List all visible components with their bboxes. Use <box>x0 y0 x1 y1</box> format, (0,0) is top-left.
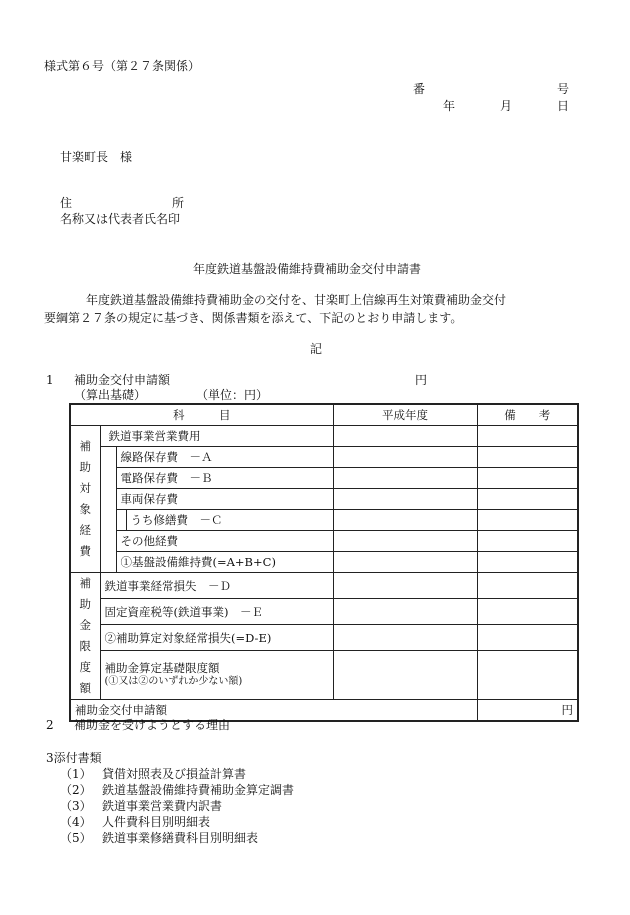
row-base-maintenance: ①基盤設備維持費(=A+B+C) <box>116 552 333 573</box>
section1-label: 補助金交付申請額 <box>74 373 171 387</box>
value-cell <box>333 447 477 468</box>
addressee: 甘楽町長 様 <box>60 150 133 164</box>
attachment-item: 人件費科目別明細表 <box>102 815 211 829</box>
row-limit-base: 補助金算定基礎限度額 (①又は②のいずれか少ない額) <box>100 651 333 700</box>
remarks-cell <box>477 510 578 531</box>
table-row <box>70 447 578 468</box>
attachment-num: （5） <box>60 831 92 845</box>
calculation-table <box>69 403 579 722</box>
value-cell <box>333 489 477 510</box>
row-repair-cost: うち修繕費 －Ｃ <box>126 510 333 531</box>
row-other-cost: その他経費 <box>116 531 333 552</box>
value-cell <box>333 599 477 625</box>
ki-mark: 記 <box>310 342 323 356</box>
row-eligible-loss: ②補助算定対象経常損失(=D-E) <box>100 625 333 651</box>
table-header-row <box>70 404 578 426</box>
remarks-cell <box>477 552 578 573</box>
section1-number: 1 <box>46 373 54 387</box>
attachment-num: （1） <box>60 767 92 781</box>
remarks-cell <box>477 426 578 447</box>
address-label: 住 <box>60 196 73 210</box>
remarks-cell <box>477 468 578 489</box>
remarks-cell <box>477 447 578 468</box>
total-unit: 円 <box>477 700 578 722</box>
body-line-1: 年度鉄道基盤設備維持費補助金の交付を、甘楽町上信線再生対策費補助金交付 <box>86 293 507 307</box>
attachment-num: （4） <box>60 815 92 829</box>
row-electric-cost: 電路保存費 －Ｂ <box>116 468 333 489</box>
section1-unit: 円 <box>415 373 428 387</box>
section2-number: 2 <box>46 718 54 732</box>
value-cell <box>333 573 477 599</box>
total-label: 補助金交付申請額 <box>70 700 477 722</box>
remarks-cell <box>477 599 578 625</box>
table-row <box>70 573 578 599</box>
group2-label: 補 助 金 限 度 額 <box>70 573 100 700</box>
row-ordinary-loss: 鉄道事業経常損失 －Ｄ <box>100 573 333 599</box>
header-subject: 科 目 <box>70 404 333 426</box>
attachment-item: 鉄道基盤設備維持費補助金算定調書 <box>102 783 295 797</box>
remarks-cell <box>477 651 578 700</box>
value-cell <box>333 468 477 489</box>
value-cell <box>333 510 477 531</box>
ref-year: 年 <box>443 99 456 113</box>
table-row <box>70 625 578 651</box>
attachment-item: 鉄道事業営業費内訳書 <box>102 799 223 813</box>
table-row <box>70 426 578 447</box>
body-line-2: 要綱第２７条の規定に基づき、関係書類を添えて、下記のとおり申請します。 <box>44 311 463 325</box>
row-track-cost: 線路保存費 －Ａ <box>116 447 333 468</box>
value-cell <box>333 531 477 552</box>
ref-month: 月 <box>500 99 513 113</box>
header-year: 平成年度 <box>333 404 477 426</box>
group1-label: 補 助 対 象 経 費 <box>70 426 100 573</box>
remarks-cell <box>477 625 578 651</box>
table-row <box>70 651 578 700</box>
value-cell <box>333 426 477 447</box>
table-row <box>70 489 578 510</box>
table-row <box>70 531 578 552</box>
address-label-2: 所 <box>172 196 185 210</box>
attachment-num: （2） <box>60 783 92 797</box>
value-cell <box>333 651 477 700</box>
value-cell <box>333 625 477 651</box>
section2-label: 補助金を受けようとする理由 <box>74 718 231 732</box>
ref-day: 日 <box>557 99 570 113</box>
basis-unit: （単位：円） <box>196 388 269 402</box>
basis-label: （算出基礎） <box>74 388 147 402</box>
table-row <box>70 510 578 531</box>
row-property-tax: 固定資産税等(鉄道事業) －Ｅ <box>100 599 333 625</box>
form-number: 様式第６号（第２７条関係） <box>44 59 201 73</box>
row-operating-cost: 鉄道事業営業費用 <box>100 426 333 447</box>
attachment-item: 鉄道事業修繕費科目別明細表 <box>102 831 259 845</box>
remarks-cell <box>477 573 578 599</box>
ref-number-label: 番 <box>413 82 426 96</box>
attachment-item: 貸借対照表及び損益計算書 <box>102 767 247 781</box>
row-vehicle-cost: 車両保存費 <box>116 489 333 510</box>
table-row <box>70 552 578 573</box>
value-cell <box>333 552 477 573</box>
remarks-cell <box>477 489 578 510</box>
table-row <box>70 599 578 625</box>
header-remarks: 備 考 <box>477 404 578 426</box>
document-title: 年度鉄道基盤設備維持費補助金交付申請書 <box>193 262 422 276</box>
table-row <box>70 468 578 489</box>
ref-number-suffix: 号 <box>557 82 570 96</box>
name-label: 名称又は代表者氏名印 <box>60 212 181 226</box>
attachment-num: （3） <box>60 799 92 813</box>
remarks-cell <box>477 531 578 552</box>
section3-heading: 3添付書類 <box>46 751 102 765</box>
